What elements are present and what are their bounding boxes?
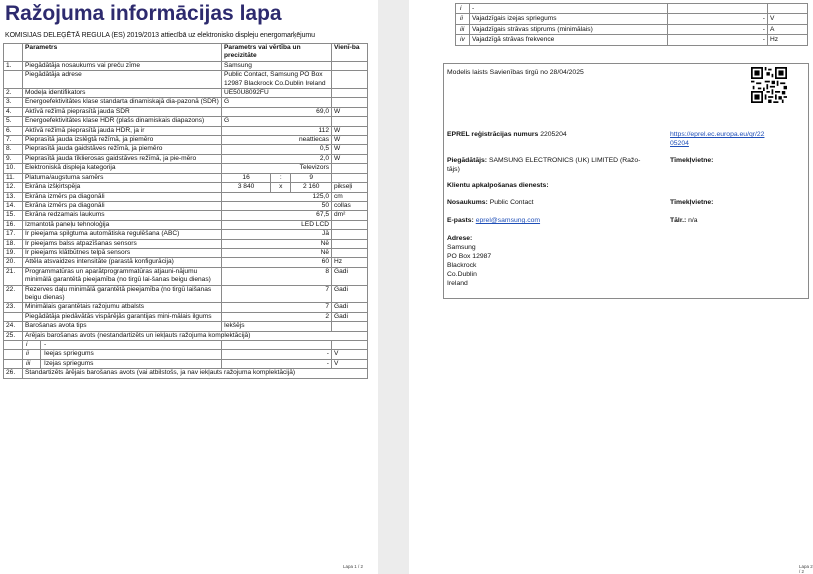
subrow-label: Vajadzīgais strāvas stiprums (minimālais) [470, 24, 668, 34]
row-unit: V [332, 359, 368, 368]
row-number: 12. [4, 183, 23, 192]
table-subrow [456, 24, 808, 34]
row-label: Platuma/augstuma samērs [23, 173, 222, 182]
eprel-link-line-1[interactable]: https://eprel.ec.europa.eu/qr/22 [670, 131, 765, 138]
row-value: - [222, 359, 332, 368]
table-row [4, 220, 368, 229]
launch-date-text: Modelis laists Savienības tirgū no 28/04/2025 [447, 69, 584, 76]
table-row [4, 183, 368, 192]
table-row [4, 136, 368, 145]
row-unit: pikseļi [332, 183, 368, 192]
row-value: 60 [222, 258, 332, 267]
supplier-block [447, 156, 640, 174]
subrow-label: Vajadzīgais izejas spriegums [470, 14, 668, 24]
eprel-label: EPREL reģistrācijas numurs [447, 131, 539, 138]
row-unit: Gadi [332, 285, 368, 303]
row-number: 10. [4, 164, 23, 173]
table-row [4, 285, 368, 303]
row-value: Nē [222, 248, 332, 257]
table-row [4, 267, 368, 285]
row-value: UE50U8092FU [222, 89, 332, 98]
row-label: Standartizēts ārējais barošanas avots (vai atbilstošs, ja nav iekļauts ražojuma komplektācijā) [23, 369, 368, 378]
row-unit: W [332, 126, 368, 135]
row-value [668, 4, 768, 14]
phone-row [670, 216, 698, 225]
split-part: 9 [309, 173, 314, 181]
row-unit [332, 230, 368, 239]
row-value [222, 341, 332, 350]
row-unit: cm [332, 192, 368, 201]
row-value: 7 [222, 285, 332, 303]
table-row [4, 89, 368, 98]
row-label: Ekrāna izšķirtspēja [23, 183, 222, 192]
page-number: Lapa 2 / 2 [799, 564, 813, 574]
address-line: Co.Dublin [447, 271, 477, 278]
row-value: Iekšējs [222, 322, 332, 331]
regulation-subtitle: KOMISIJAS DELEĢĒTĀ REGULA (ES) 2019/2013 attiecībā uz elektronisko displeju energomarķējumu [5, 32, 315, 39]
row-number: 15. [4, 211, 23, 220]
eprel-link-line-2[interactable]: 05204 [670, 140, 689, 147]
subrow-label: Vajadzīgā strāvas frekvence [470, 35, 668, 45]
email-label: E-pasts: [447, 217, 474, 224]
row-number: 21. [4, 267, 23, 285]
row-label: Energoefektivitātes klase HDR (plašs dinamiskais diapazons) [23, 117, 222, 126]
page-2 [409, 0, 813, 574]
row-value: 2,0 [222, 154, 332, 163]
row-value-split [222, 173, 332, 182]
row-number: 2. [4, 89, 23, 98]
row-number: 13. [4, 192, 23, 201]
row-number [4, 71, 23, 89]
eprel-row [447, 130, 567, 139]
page-number: Lapa 1 / 2 [343, 564, 364, 569]
supplier-value-cont: tājs) [447, 166, 460, 173]
eprel-link[interactable] [670, 130, 764, 148]
subrow-label-cell [23, 341, 222, 350]
table-row [4, 61, 368, 70]
row-label: Aktīvā režīmā pieprasītā jauda SDR [23, 107, 222, 116]
row-value: Jā [222, 230, 332, 239]
table-row [4, 312, 368, 321]
row-value: 112 [222, 126, 332, 135]
table-subrow [4, 359, 368, 368]
header-unit: Vienī-ba [332, 44, 368, 62]
row-number: 14. [4, 201, 23, 210]
row-unit: Hz [332, 258, 368, 267]
table-row [4, 258, 368, 267]
eprel-qr-code-icon[interactable] [751, 67, 787, 103]
row-number: 9. [4, 154, 23, 163]
row-number: 16. [4, 220, 23, 229]
row-label: Attēla atsvaidzes intensitāte (parastā konfigurācija) [23, 258, 222, 267]
row-unit: W [332, 107, 368, 116]
row-number: 6. [4, 126, 23, 135]
row-number: 4. [4, 107, 23, 116]
row-value: 67,5 [222, 211, 332, 220]
row-unit [332, 71, 368, 89]
address-line: Ireland [447, 280, 468, 287]
row-number: 1. [4, 61, 23, 70]
row-unit [332, 220, 368, 229]
split-value [222, 183, 331, 191]
eprel-number: 2205204 [540, 131, 567, 138]
row-number: 26. [4, 369, 23, 378]
split-part: x [271, 183, 291, 191]
row-unit: dm² [332, 211, 368, 220]
phone-label: Tālr.: [670, 217, 687, 224]
row-value: 8 [222, 267, 332, 285]
row-value: 0,5 [222, 145, 332, 154]
row-number: 18. [4, 239, 23, 248]
row-label: Aktīvā režīmā pieprasītā jauda HDR, ja ir [23, 126, 222, 135]
website-label: Tīmekļvietne: [670, 157, 714, 164]
row-value: G [222, 98, 332, 107]
row-label: Energoefektivitātes klase standarta dinamiskajā dia-pazonā (SDR) [23, 98, 222, 107]
row-unit: Gadi [332, 312, 368, 321]
address-block [447, 243, 491, 288]
row-number [4, 312, 23, 321]
row-unit: V [768, 14, 808, 24]
table-row [4, 322, 368, 331]
split-part: 3 840 [222, 183, 271, 191]
row-label: Minimālais garantētais ražojumu atbalsts [23, 303, 222, 312]
contact-name-row [447, 198, 534, 207]
table-subrow [456, 4, 808, 14]
row-unit [332, 248, 368, 257]
row-value: - [668, 24, 768, 34]
row-value: Televizors [222, 164, 332, 173]
row-unit: Gadi [332, 267, 368, 285]
row-number: 7. [4, 136, 23, 145]
subrow-label: - [470, 4, 668, 14]
row-unit: Hz [768, 35, 808, 45]
table-row [4, 303, 368, 312]
row-value: Nē [222, 239, 332, 248]
row-unit [332, 98, 368, 107]
row-value: G [222, 117, 332, 126]
table-row [4, 117, 368, 126]
row-value: - [668, 14, 768, 24]
row-label: Modeļa identifikators [23, 89, 222, 98]
support-label: Klientu apkalpošanas dienests: [447, 182, 549, 189]
row-unit [332, 341, 368, 350]
row-label: Ārējais barošanas avots (nestandartizēts un iekļauts ražojuma komplektācijā) [23, 331, 368, 340]
row-number: 8. [4, 145, 23, 154]
row-unit [332, 322, 368, 331]
subrow-label-cell [23, 359, 222, 368]
subrow-key: iii [456, 24, 470, 34]
row-number: 3. [4, 98, 23, 107]
table-row [4, 154, 368, 163]
row-unit: Gadi [332, 303, 368, 312]
row-unit [332, 239, 368, 248]
row-number: 17. [4, 230, 23, 239]
row-number: 22. [4, 285, 23, 303]
row-value: - [222, 350, 332, 359]
subrow-key: iii [23, 360, 41, 368]
split-part: : [271, 174, 291, 182]
subrow-key: ii [456, 14, 470, 24]
row-label: Pieprasītā jauda tīklierosas gaidstāves režīmā, ja pie-mēro [23, 154, 222, 163]
row-label: Ir pieejama spilgtuma automātiska regulēšana (ABC) [23, 230, 222, 239]
address-line: PO Box 12987 [447, 253, 492, 260]
website2-label: Tīmekļvietne: [670, 199, 714, 206]
subrow-label-cell [23, 350, 222, 359]
name-label: Nosaukums: [447, 199, 488, 206]
supplier-value: SAMSUNG ELECTRONICS (UK) LIMITED (Ražo- [488, 157, 641, 164]
row-label: Elektroniskā displeja kategorija [23, 164, 222, 173]
table-row [4, 164, 368, 173]
subrow-key: ii [23, 350, 41, 358]
row-number: 20. [4, 258, 23, 267]
subrow-label: - [44, 341, 47, 348]
page-title: Ražojuma informācijas lapa [5, 2, 282, 25]
row-unit [332, 173, 368, 182]
name-value: Public Contact [489, 199, 534, 206]
row-unit [332, 164, 368, 173]
table-row [4, 201, 368, 210]
spec-table [3, 43, 368, 379]
table-row [4, 126, 368, 135]
row-label: Ekrāna izmērs pa diagonāli [23, 201, 222, 210]
address-label: Adrese: [447, 235, 473, 242]
row-unit: A [768, 24, 808, 34]
table-row [4, 230, 368, 239]
row-value: neattiecas [222, 136, 332, 145]
row-unit [768, 4, 808, 14]
row-number [4, 350, 23, 359]
split-value [222, 174, 331, 182]
table-row [4, 98, 368, 107]
row-value-split [222, 183, 332, 192]
table-subrow [4, 350, 368, 359]
row-label: Piegādātāja adrese [23, 71, 222, 89]
continued-table [455, 3, 808, 46]
row-label: Pieprasītā jauda gaidstāves režīmā, ja piemēro [23, 145, 222, 154]
row-unit: W [332, 154, 368, 163]
row-label: Ir pieejams balss atpazīšanas sensors [23, 239, 222, 248]
email-link[interactable]: eprel@samsung.com [475, 217, 541, 224]
table-row [4, 211, 368, 220]
subrow-label: Izejas spriegums [44, 359, 94, 367]
subrow-key: i [456, 4, 470, 14]
row-value: 7 [222, 303, 332, 312]
row-number: 19. [4, 248, 23, 257]
row-number: 24. [4, 322, 23, 331]
row-unit: W [332, 136, 368, 145]
row-number [4, 341, 23, 350]
row-value: - [668, 35, 768, 45]
header-value: Parametrs vai vērtība un precizitāte [222, 44, 332, 62]
row-number: 5. [4, 117, 23, 126]
page-1 [0, 0, 378, 574]
row-number: 25. [4, 331, 23, 340]
row-number: 11. [4, 173, 23, 182]
row-label: Piegādātāja nosaukums vai preču zīme [23, 61, 222, 70]
row-label: Ekrāna redzamais laukums [23, 211, 222, 220]
row-number: 23. [4, 303, 23, 312]
row-label: Rezerves daļu minimālā garantētā pieejamība (no tirgū laišanas beigu dienas) [23, 285, 222, 303]
table-row [4, 369, 368, 378]
row-value: 2 [222, 312, 332, 321]
header-num [4, 44, 23, 62]
row-label: Barošanas avota tips [23, 322, 222, 331]
address-line: Samsung [447, 244, 476, 251]
row-value: Public Contact, Samsung PO Box 12987 Blackrock Co.Dublin Ireland [222, 71, 332, 89]
phone-value: n/a [688, 217, 698, 224]
row-value: LED LCD [222, 220, 332, 229]
row-value: 50 [222, 201, 332, 210]
row-number [4, 359, 23, 368]
table-subrow [4, 341, 368, 350]
row-unit [332, 61, 368, 70]
table-row [4, 145, 368, 154]
email-row [447, 216, 540, 225]
supplier-label: Piegādātājs: [447, 157, 488, 164]
row-unit [332, 117, 368, 126]
split-part: 16 [222, 174, 271, 182]
subrow-key: i [23, 341, 41, 349]
row-value: 125,0 [222, 192, 332, 201]
table-row [4, 239, 368, 248]
table-row [4, 192, 368, 201]
table-header [4, 44, 368, 62]
header-param: Parametrs [23, 44, 222, 62]
table-subrow [456, 14, 808, 24]
row-label: Izmantotā paneļu tehnoloģija [23, 220, 222, 229]
subrow-label: Ieejas spriegums [44, 350, 94, 358]
row-label: Ekrāna izmērs pa diagonāli [23, 192, 222, 201]
split-part: 2 160 [302, 183, 320, 191]
row-label: Pieprasītā jauda izslēgtā režīmā, ja piemēro [23, 136, 222, 145]
table-row [4, 71, 368, 89]
row-unit: V [332, 350, 368, 359]
row-value: 69,0 [222, 107, 332, 116]
row-unit: collas [332, 201, 368, 210]
table-row [4, 107, 368, 116]
row-value: Samsung [222, 61, 332, 70]
table-subrow [456, 35, 808, 45]
row-label: Programmatūras un aparātprogrammatūras atjauni-nājumu minimālā garantētā pieejamība (no tirgū lai-šanas beigu dienas) [23, 267, 222, 285]
row-unit [332, 89, 368, 98]
table-row [4, 248, 368, 257]
row-unit: W [332, 145, 368, 154]
row-label: Piegādātāja piedāvātās vispārējās garantijas mini-mālais ilgums [23, 312, 222, 321]
table-row [4, 173, 368, 182]
row-label: Ir pieejams klātbūtnes telpā sensors [23, 248, 222, 257]
address-line: Blackrock [447, 262, 477, 269]
subrow-key: iv [456, 35, 470, 45]
table-row [4, 331, 368, 340]
